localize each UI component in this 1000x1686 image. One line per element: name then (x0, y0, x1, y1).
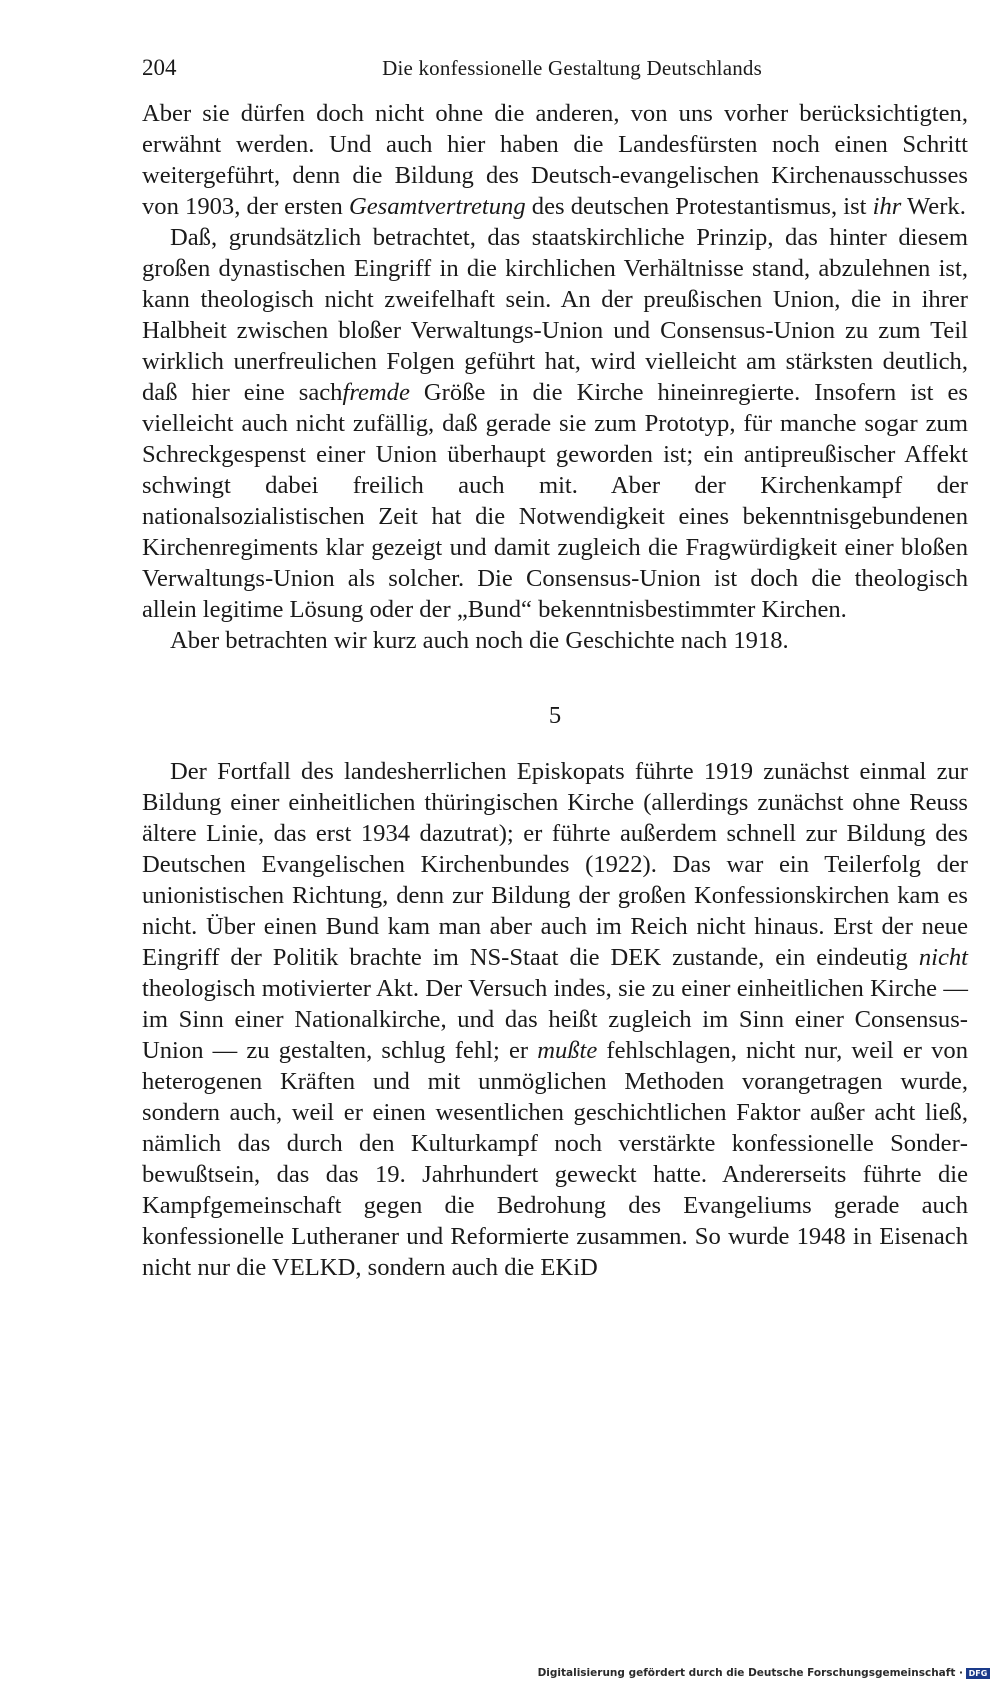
emphasis-gesamtvertretung: Gesamtvertretung (348, 193, 526, 220)
paragraph-2 (142, 222, 968, 625)
page-number: 204 (142, 55, 177, 80)
section-number: 5 (548, 702, 562, 729)
text-run: Der Fortfall des landesherrlichen Episkopats führte 1919 zunächst einmal zur Bildung einer einheitlichen thüringischen Kirche (allerdings zunächst ohne Reuss ältere Linie, das erst 1934 dazutrat); er führte außerdem schnell zur Bildung des Deutschen Evangelischen Kirchenbundes (1922). Das war ein Teilerfolg der unionistischen Richtung, denn zur Bildung der großen Konfessionskirchen kam es nicht. Über einen Bund kam man aber auch im Reich nicht hinaus. Erst der neue Eingriff der Politik brachte im NS-Staat die DEK zustande, ein eindeutig (142, 758, 968, 971)
footer-text: Digitalisierung gefördert durch die Deutsche Forschungsgemeinschaft · (537, 1667, 963, 1679)
text-run: Werk. (901, 193, 966, 220)
text-run: Aber sie dürfen doch nicht ohne die anderen, von uns vorher berücksichtigten, erwähnt werden. Und auch hier haben die Landesfürsten noch einen Schritt weitergeführt, denn die Bildung des Deutsch-evangelischen Kirchenausschusses von 1903, der ersten (142, 100, 968, 220)
emphasis-nicht: nicht (918, 944, 968, 971)
page-header (142, 50, 762, 86)
digitization-footer (538, 1666, 990, 1680)
text-run: Daß, grundsätzlich betrachtet, das staatskirchliche Prinzip, das hinter diesem großen dynastischen Eingriff in die kirchlichen Verhältnisse stand, abzulehnen ist, kann theologisch nicht zweifelhaft sein. An der preußischen Union, die in ihrer Halbheit zwischen bloßer Verwaltungs-Union und Consensus-Union zu zum Teil wirklich unerfreulichen Folgen geführt hat, wird vielleicht am stärksten deutlich, daß hier eine sach (142, 224, 968, 406)
body-text (142, 98, 968, 1283)
dfg-logo-icon: DFG (966, 1668, 990, 1679)
paragraph-1 (142, 98, 968, 222)
emphasis-fremde: fremde (342, 379, 410, 406)
text-run: Größe in die Kirche hineinregierte. Insofern ist es vielleicht auch nicht zufällig, daß gerade sie zum Prototyp, für manche sogar zum Schreckgespenst einer Union überhaupt geworden ist; ein antipreußischer Affekt schwingt dabei freilich auch mit. Aber der Kirchenkampf der nationalsozialistischen Zeit hat die Notwendigkeit eines bekenntnisgebundenen Kirchenregiments klar gezeigt und damit zugleich die Fragwürdigkeit einer bloßen Verwaltungs-Union als solcher. Die Consensus-Union ist doch die theologisch allein legitime Lösung oder der „Bund“ bekenntnisbestimmter Kirchen. (142, 379, 968, 623)
running-title: Die konfessionelle Gestaltung Deutschlands (382, 56, 762, 80)
emphasis-ihr: ihr (872, 193, 902, 220)
emphasis-musste: mußte (537, 1037, 598, 1064)
text-run: des deutschen Protestantismus, ist (525, 193, 873, 220)
paragraph-4 (142, 756, 968, 1283)
text-run: theologisch motivierter Akt. Der Versuch indes, sie zu einer einheitlichen Kirche — im Sinn einer Nationalkirche, und das heißt zugleich im Sinn einer Consensus-Union — zu gestalten, schlug fehl; er (142, 975, 968, 1064)
text-run: fehlschlagen, nicht nur, weil er von heterogenen Kräften und mit unmöglichen Methoden vorangetragen wurde, sondern auch, weil er einen wesentlichen geschichtlichen Faktor außer acht ließ, nämlich das durch den Kulturkampf noch verstärkte konfessionelle Sonderbewußtsein, das das 19. Jahrhundert geweckt hatte. Andererseits führte die Kampfgemeinschaft gegen die Bedrohung des Evangeliums gerade auch konfessionelle Lutheraner und Reformierte zusammen. So wurde 1948 in Eisenach nicht nur die VELKD, sondern auch die EKiD (142, 1037, 968, 1281)
paragraph-3: Aber betrachten wir kurz auch noch die Geschichte nach 1918. (170, 627, 789, 654)
